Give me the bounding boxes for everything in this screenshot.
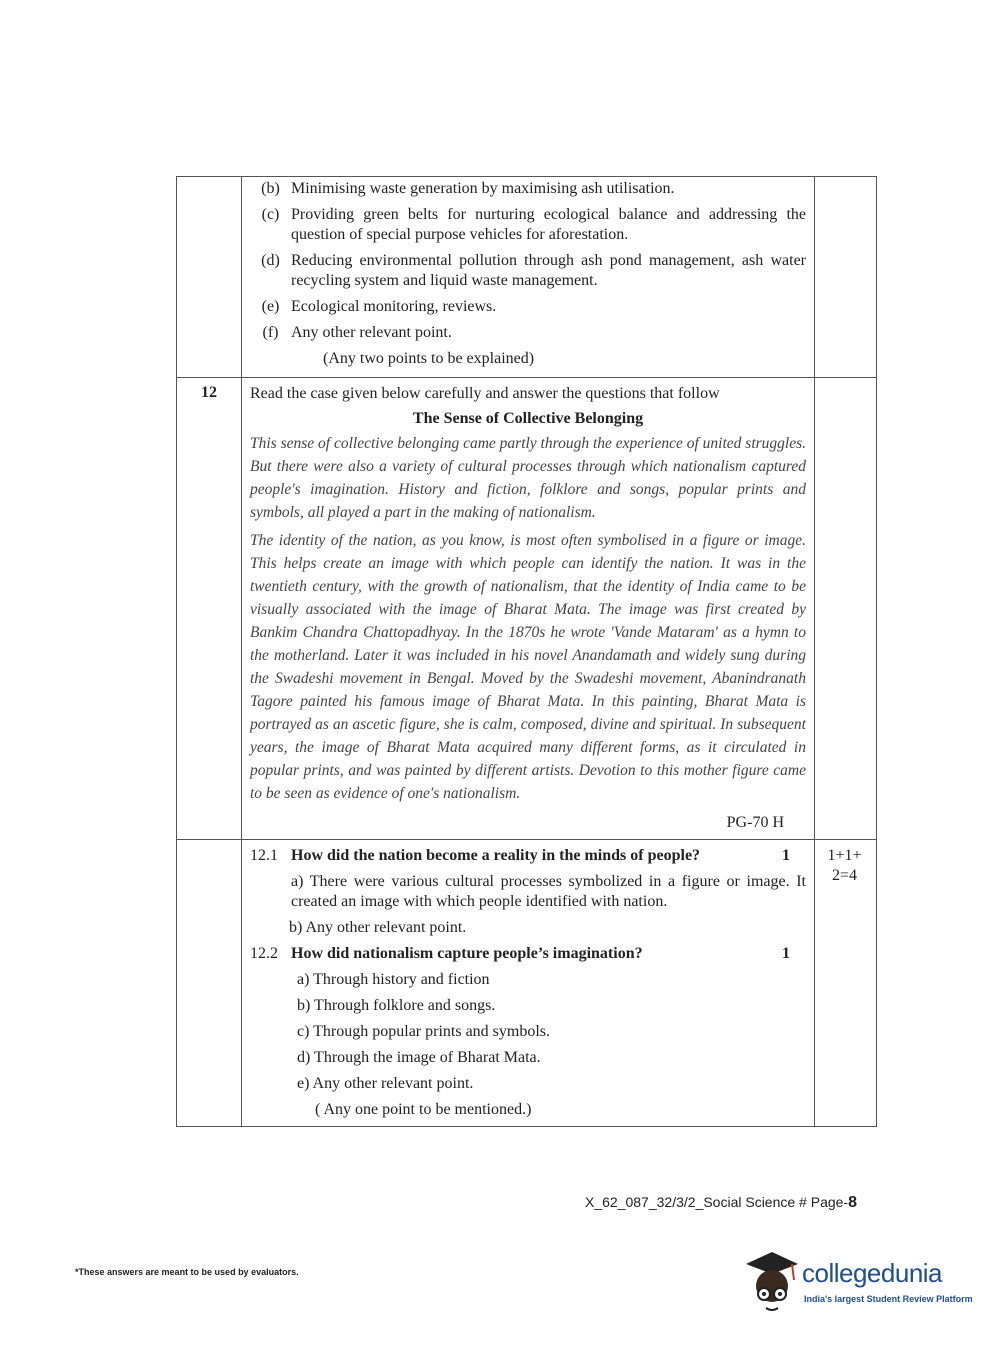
question-intro: Read the case given below carefully and answer the questions that follow <box>250 385 720 402</box>
list-item <box>250 251 806 291</box>
sub-question-text: How did nationalism capture people’s imagination? <box>291 945 643 962</box>
question-number: 12 <box>177 378 242 839</box>
mascot-icon <box>742 1248 802 1318</box>
answer-cell <box>242 177 815 377</box>
evaluator-note: *These answers are meant to be used by evaluators. <box>75 1267 299 1277</box>
answer-text: a) There were various cultural processes symbolized in a figure or image. It created an image with which people identified with nation. <box>291 873 806 910</box>
list-item <box>250 179 806 199</box>
sub-question <box>250 846 806 866</box>
sub-question-text: How did the nation become a reality in the minds of people? <box>291 847 701 864</box>
marks-cell <box>815 177 874 377</box>
answer-option: a) Through history and fiction <box>297 971 490 988</box>
page-footer-reference <box>585 1194 857 1212</box>
item-label: (d) <box>261 252 280 269</box>
instruction-note: ( Any one point to be mentioned.) <box>315 1101 532 1118</box>
logo-wordmark: collegedunia <box>802 1258 943 1288</box>
sub-question-number: 12.1 <box>250 847 278 864</box>
page-reference: PG-70 H <box>726 814 784 831</box>
item-text: Providing green belts for nurturing ecological balance and addressing the question of special purpose vehicles for aforestation. <box>291 206 806 243</box>
instruction-note: (Any two points to be explained) <box>323 350 535 367</box>
answer-option: d) Through the image of Bharat Mata. <box>297 1049 541 1066</box>
item-text: Minimising waste generation by maximising ash utilisation. <box>291 180 675 197</box>
case-title: The Sense of Collective Belonging <box>412 410 644 427</box>
page-number: 8 <box>848 1194 857 1211</box>
item-label: (c) <box>261 206 280 223</box>
list-item <box>250 323 806 343</box>
item-label: (f) <box>262 324 279 341</box>
table-row <box>177 177 876 377</box>
item-text: Reducing environmental pollution through ash pond management, ash water recycling system and liquid waste management. <box>291 252 806 289</box>
collegedunia-logo <box>742 1248 972 1318</box>
answer-option: e) Any other relevant point. <box>297 1075 474 1092</box>
marks-line: 1+1+ <box>827 847 862 864</box>
sub-question-number: 12.2 <box>250 945 278 962</box>
case-cell <box>242 378 815 839</box>
answer-option: c) Through popular prints and symbols. <box>297 1023 551 1040</box>
footer-ref-text: X_62_087_32/3/2_Social Science # Page- <box>585 1194 849 1210</box>
marks-cell <box>815 840 874 1126</box>
list-item <box>250 205 806 245</box>
item-text: Ecological monitoring, reviews. <box>291 298 497 315</box>
table-row <box>177 839 876 1126</box>
item-text: Any other relevant point. <box>291 324 452 341</box>
answer-table <box>176 176 877 1127</box>
sub-question <box>250 944 806 964</box>
question-number-cell <box>177 177 242 377</box>
question-number-cell <box>177 840 242 1126</box>
case-paragraph-1: This sense of collective belonging came partly through the experience of united struggles. But there were also a variety of cultural processes through which nationalism captured people's imagination. History and fiction, folklore and songs, popular prints and symbols, all played a part in the making of nationalism. <box>250 435 807 521</box>
item-label: (b) <box>261 180 280 197</box>
answer-cell <box>242 840 815 1126</box>
logo-tagline: India's largest Student Review Platform <box>804 1294 973 1304</box>
case-paragraph-2: The identity of the nation, as you know, is most often symbolised in a figure or image. This helps create an image with which people can identify the nation. It was in the twentieth century, with the growth of nationalism, that the identity of India came to be visually associated with the image of Bharat Mata. The image was first created by Bankim Chandra Chattopadhyay. In the 1870s he wrote 'Vande Mataram' as a hymn to the motherland. Later it was included in his novel Anandamath and widely sung during the Swadeshi movement in Bengal. Moved by the Swadeshi movement, Abanindranath Tagore painted his famous image of Bharat Mata. In this painting, Bharat Mata is portrayed as an ascetic figure, she is calm, composed, divine and spiritual. In subsequent years, the image of Bharat Mata acquired many different forms, as it circulated in popular prints, and was painted by different artists. Devotion to this mother figure came to be seen as evidence of one's nationalism. <box>250 532 806 802</box>
marks-line: 2=4 <box>831 867 858 884</box>
marks-cell <box>815 378 874 839</box>
sub-question-mark: 1 <box>782 945 790 962</box>
answer-option: b) Through folklore and songs. <box>297 997 496 1014</box>
table-row <box>177 377 876 839</box>
list-item <box>250 297 806 317</box>
sub-question-mark: 1 <box>782 847 790 864</box>
answer-option: b) Any other relevant point. <box>289 919 467 936</box>
item-label: (e) <box>261 298 280 315</box>
